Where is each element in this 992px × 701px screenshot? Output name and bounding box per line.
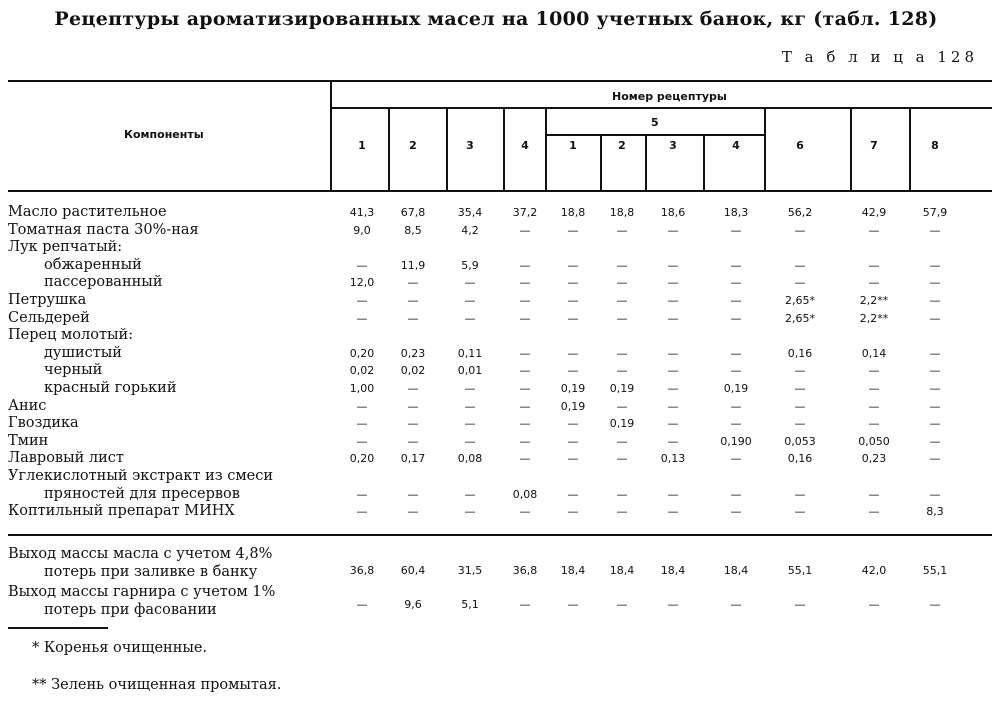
table-cell: 0,02 (400, 364, 426, 378)
table-cell: 18,8 (560, 206, 586, 219)
yield-label: Выход массы масла с учетом 4,8% (8, 546, 273, 562)
table-cell: 12,0 (349, 276, 375, 290)
component-label: Тмин (8, 432, 49, 449)
header-bottom-rule (8, 190, 992, 192)
table-cell: 0,053 (784, 434, 816, 448)
table-cell: — (929, 276, 941, 290)
table-cell: 55,1 (787, 564, 813, 577)
table-cell: — (667, 417, 679, 431)
column-number: 2 (618, 139, 626, 152)
table-cell: 8,3 (926, 505, 944, 519)
table-cell: — (464, 487, 476, 501)
recipe-number-rule (331, 107, 992, 109)
table-cell: — (929, 598, 941, 611)
table-cell: — (616, 487, 628, 501)
table-cell: — (730, 399, 742, 413)
table-cell: — (667, 223, 679, 237)
table-cell: — (407, 382, 419, 395)
table-cell: 35,4 (457, 206, 483, 219)
table-cell: 1,00 (349, 382, 375, 395)
table-cell: — (730, 487, 742, 501)
component-label: Анис (8, 397, 47, 414)
page-title: Рецептуры ароматизированных масел на 1000 учетных банок, кг (табл. 128) (54, 8, 938, 30)
table-cell: 0,14 (861, 346, 887, 360)
component-label: Перец молотый: (8, 327, 134, 344)
table-cell: — (730, 258, 742, 272)
table-cell: 36,8 (512, 564, 538, 577)
table-cell: 0,13 (660, 452, 686, 466)
table-cell: 2,2** (859, 311, 889, 325)
table-cell: 36,8 (349, 564, 375, 577)
table-cell: — (616, 364, 628, 378)
table-cell: — (567, 223, 579, 237)
table-cell: — (464, 505, 476, 519)
table-cell: — (519, 417, 531, 431)
table-cell: — (616, 399, 628, 413)
footnote-rule (8, 627, 108, 629)
table-cell: — (730, 346, 742, 360)
table-cell: — (567, 311, 579, 325)
table-cell: — (567, 258, 579, 272)
col-divider (388, 108, 390, 190)
component-label: пряностей для пресервов (44, 485, 240, 502)
table-cell: — (616, 346, 628, 360)
table-cell: — (616, 434, 628, 448)
component-label: Томатная паста 30%-ная (8, 221, 199, 238)
table-cell: — (929, 382, 941, 395)
col-divider (850, 108, 852, 190)
table-cell: 0,23 (400, 346, 426, 360)
table-cell: — (794, 258, 806, 272)
table-cell: 0,20 (349, 452, 375, 466)
table-cell: — (464, 399, 476, 413)
table-cell: — (616, 294, 628, 307)
table-cell: 5,9 (461, 258, 479, 272)
footnote: ** Зелень очищенная промытая. (32, 677, 282, 693)
table-cell: — (794, 399, 806, 413)
table-cell: — (356, 505, 368, 519)
table-cell: — (794, 223, 806, 237)
col-divider (446, 108, 448, 190)
group5-header: 5 (651, 116, 659, 129)
table-cell: 0,16 (787, 346, 813, 360)
table-cell: 55,1 (922, 564, 948, 577)
table-cell: — (356, 434, 368, 448)
table-cell: 2,65* (785, 311, 815, 325)
table-cell: — (929, 294, 941, 307)
component-label: Масло растительное (8, 204, 167, 220)
table-cell: — (929, 223, 941, 237)
table-cell: — (567, 505, 579, 519)
column-number: 2 (409, 139, 417, 152)
table-cell: 18,4 (609, 564, 635, 577)
table-cell: — (519, 598, 531, 611)
table-cell: — (616, 598, 628, 611)
table-cell: — (616, 258, 628, 272)
table-cell: 4,2 (461, 223, 479, 237)
table-cell: 0,19 (609, 417, 635, 431)
table-cell: 0,16 (787, 452, 813, 466)
table-cell: 67,8 (400, 206, 426, 219)
table-cell: — (519, 434, 531, 448)
table-cell: 0,19 (609, 382, 635, 395)
table-cell: — (667, 434, 679, 448)
table-cell: — (356, 399, 368, 413)
table-cell: 2,65* (785, 294, 815, 307)
table-cell: — (356, 311, 368, 325)
section-rule (8, 534, 992, 536)
table-top-rule (8, 80, 992, 82)
yield-label: потерь при заливке в банку (44, 564, 258, 580)
table-cell: — (730, 505, 742, 519)
table-cell: — (868, 223, 880, 237)
col-divider (764, 108, 766, 190)
table-cell: 0,20 (349, 346, 375, 360)
component-label: Коптильный препарат МИНХ (8, 503, 235, 520)
table-cell: — (929, 258, 941, 272)
table-cell: — (730, 276, 742, 290)
table-cell: 18,3 (723, 206, 749, 219)
table-cell: — (667, 505, 679, 519)
component-label: пассерованный (44, 274, 163, 291)
table-cell: — (929, 311, 941, 325)
table-cell: — (616, 276, 628, 290)
table-cell: — (730, 598, 742, 611)
table-cell: — (667, 346, 679, 360)
table-cell: — (567, 364, 579, 378)
component-label: черный (44, 362, 103, 379)
table-cell: 41,3 (349, 206, 375, 219)
table-cell: 0,23 (861, 452, 887, 466)
table-cell: — (667, 382, 679, 395)
table-cell: — (868, 505, 880, 519)
component-label: Лук репчатый: (8, 239, 123, 256)
table-cell: — (356, 598, 368, 611)
component-label: обжаренный (44, 256, 142, 273)
table-cell: — (567, 294, 579, 307)
col-divider (545, 108, 547, 190)
table-cell: — (868, 417, 880, 431)
components-header: Компоненты (124, 128, 204, 141)
table-cell: — (519, 452, 531, 466)
table-cell: — (567, 276, 579, 290)
table-cell: 37,2 (512, 206, 538, 219)
table-cell: — (667, 294, 679, 307)
table-cell: — (667, 258, 679, 272)
table-cell: — (519, 311, 531, 325)
table-cell: 9,6 (404, 598, 422, 611)
table-cell: — (407, 311, 419, 325)
column-number: 3 (466, 139, 474, 152)
table-cell: — (667, 487, 679, 501)
table-cell: — (356, 487, 368, 501)
table-cell: 0,08 (512, 487, 538, 501)
table-cell: — (519, 223, 531, 237)
table-cell: — (730, 452, 742, 466)
footnote: * Коренья очищенные. (32, 640, 208, 656)
table-cell: 0,19 (560, 399, 586, 413)
table-cell: 0,02 (349, 364, 375, 378)
table-cell: — (868, 598, 880, 611)
table-cell: — (794, 598, 806, 611)
table-cell: — (667, 311, 679, 325)
recipe-number-header: Номер рецептуры (612, 90, 727, 103)
table-cell: — (407, 294, 419, 307)
table-cell: 0,08 (457, 452, 483, 466)
table-cell: 42,0 (861, 564, 887, 577)
col-divider (703, 135, 705, 190)
table-cell: — (667, 364, 679, 378)
column-number: 4 (521, 139, 529, 152)
table-cell: 18,6 (660, 206, 686, 219)
table-cell: 0,190 (720, 434, 752, 448)
col-divider (330, 82, 332, 190)
table-cell: 57,9 (922, 206, 948, 219)
table-cell: 8,5 (404, 223, 422, 237)
table-cell: 42,9 (861, 206, 887, 219)
table-cell: — (464, 276, 476, 290)
table-cell: 0,17 (400, 452, 426, 466)
table-cell: — (868, 364, 880, 378)
table-cell: 11,9 (400, 258, 426, 272)
table-cell: — (519, 382, 531, 395)
table-cell: — (519, 505, 531, 519)
table-cell: — (667, 399, 679, 413)
table-cell: 18,4 (723, 564, 749, 577)
table-cell: 18,4 (560, 564, 586, 577)
table-label: Т а б л и ц а 128 (781, 48, 978, 66)
table-cell: — (356, 258, 368, 272)
table-cell: — (929, 346, 941, 360)
table-cell: — (567, 487, 579, 501)
table-cell: 9,0 (353, 223, 371, 237)
table-cell: 18,4 (660, 564, 686, 577)
table-cell: 0,19 (560, 382, 586, 395)
table-cell: 18,8 (609, 206, 635, 219)
component-label: душистый (44, 344, 122, 361)
table-cell: — (794, 417, 806, 431)
table-cell: 5,1 (461, 598, 479, 611)
table-cell: — (868, 487, 880, 501)
table-cell: — (794, 487, 806, 501)
table-cell: — (567, 346, 579, 360)
table-cell: — (794, 364, 806, 378)
table-cell: — (667, 276, 679, 290)
table-cell: — (616, 311, 628, 325)
table-cell: — (929, 452, 941, 466)
table-cell: 0,19 (723, 382, 749, 395)
table-cell: — (407, 487, 419, 501)
col-divider (645, 135, 647, 190)
table-cell: — (730, 364, 742, 378)
table-cell: — (868, 276, 880, 290)
table-cell: — (407, 276, 419, 290)
table-cell: — (929, 434, 941, 448)
yield-label: потерь при фасовании (44, 602, 217, 618)
col-divider (909, 108, 911, 190)
table-cell: — (519, 276, 531, 290)
table-cell: — (794, 382, 806, 395)
table-cell: — (730, 417, 742, 431)
table-cell: — (464, 311, 476, 325)
table-cell: — (929, 364, 941, 378)
component-label: красный горький (44, 380, 177, 396)
table-cell: — (616, 223, 628, 237)
column-number: 1 (358, 139, 366, 152)
table-cell: — (519, 294, 531, 307)
table-cell: — (616, 505, 628, 519)
table-cell: — (356, 417, 368, 431)
table-cell: — (929, 487, 941, 501)
table-cell: — (519, 258, 531, 272)
table-cell: 31,5 (457, 564, 483, 577)
table-cell: — (407, 505, 419, 519)
table-cell: — (567, 417, 579, 431)
table-cell: 56,2 (787, 206, 813, 219)
table-cell: — (929, 399, 941, 413)
group5-rule (545, 134, 765, 136)
table-cell: — (730, 294, 742, 307)
table-cell: — (567, 598, 579, 611)
component-label: Гвоздика (8, 415, 79, 432)
table-cell: — (464, 417, 476, 431)
yield-label: Выход массы гарнира с учетом 1% (8, 584, 276, 600)
table-cell: — (730, 223, 742, 237)
component-label: Углекислотный экстракт из смеси (8, 468, 274, 484)
table-cell: — (407, 399, 419, 413)
table-cell: — (519, 399, 531, 413)
table-cell: — (519, 364, 531, 378)
table-cell: — (929, 417, 941, 431)
table-cell: — (868, 399, 880, 413)
table-cell: — (407, 417, 419, 431)
component-label: Лавровый лист (8, 450, 124, 467)
table-cell: — (464, 434, 476, 448)
table-cell: — (794, 505, 806, 519)
table-cell: — (730, 311, 742, 325)
table-cell: — (868, 382, 880, 395)
component-label: Петрушка (8, 292, 87, 308)
table-cell: 60,4 (400, 564, 426, 577)
column-number: 4 (732, 139, 740, 152)
table-cell: — (464, 294, 476, 307)
table-cell: — (616, 452, 628, 466)
table-cell: — (794, 276, 806, 290)
table-cell: 0,11 (457, 346, 483, 360)
column-number: 6 (796, 139, 804, 152)
table-cell: — (519, 346, 531, 360)
table-cell: — (407, 434, 419, 448)
component-label: Сельдерей (8, 309, 90, 326)
table-cell: — (667, 598, 679, 611)
table-cell: 0,01 (457, 364, 483, 378)
table-cell: — (567, 434, 579, 448)
table-cell: 2,2** (859, 294, 889, 307)
column-number: 1 (569, 139, 577, 152)
column-number: 7 (870, 139, 878, 152)
table-cell: — (464, 382, 476, 395)
column-number: 8 (931, 139, 939, 152)
column-number: 3 (669, 139, 677, 152)
table-cell: — (868, 258, 880, 272)
table-cell: 0,050 (858, 434, 890, 448)
table-cell: — (567, 452, 579, 466)
table-cell: — (356, 294, 368, 307)
